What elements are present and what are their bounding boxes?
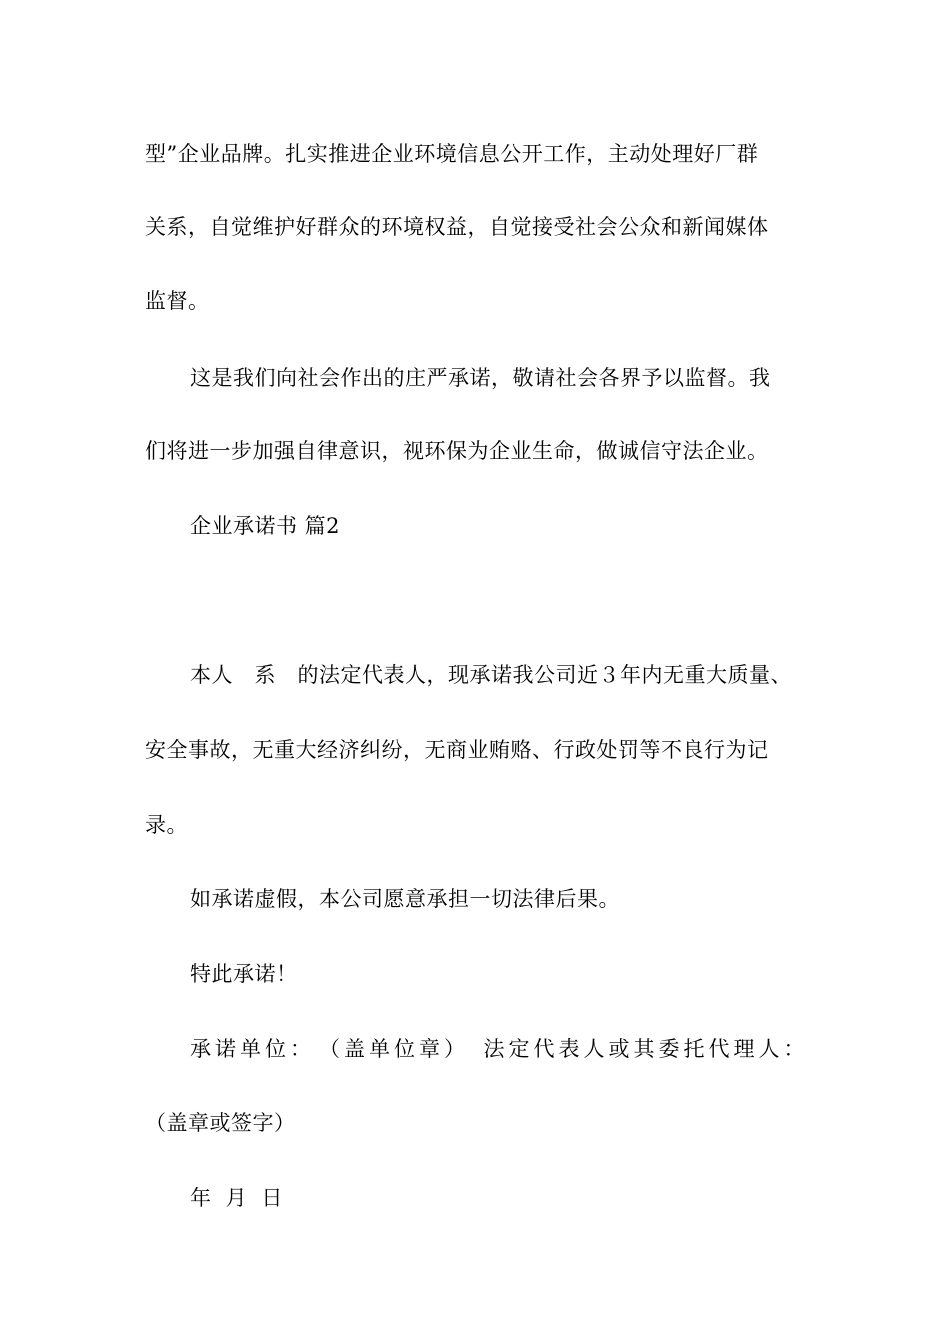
body-line: 录。: [145, 813, 188, 837]
signature-line: 承诺单位： （盖单位章） 法定代表人或其委托代理人：: [190, 1037, 809, 1061]
body-line: 安全事故，无重大经济纠纷，无商业贿赂、行政处罚等不良行为记: [145, 738, 769, 762]
date-line: 年 月 日: [190, 1186, 287, 1210]
body-line: 监督。: [145, 289, 210, 313]
body-line: 这是我们向社会作出的庄严承诺，敬请社会各界予以监督。我: [190, 366, 771, 390]
section-heading: 企业承诺书 篇2: [190, 514, 341, 538]
body-line: 本人 系 的法定代表人，现承诺我公司近３年内无重大质量、: [190, 663, 792, 687]
signature-note: （盖章或签字）: [145, 1111, 296, 1135]
body-line: 如承诺虚假，本公司愿意承担一切法律后果。: [190, 887, 620, 911]
body-line: 型”企业品牌。扎实推进企业环境信息公开工作，主动处理好厂群: [145, 142, 759, 166]
body-line: 关系，自觉维护好群众的环境权益，自觉接受社会公众和新闻媒体: [145, 215, 769, 239]
body-line: 们将进一步加强自律意识，视环保为企业生命，做诚信守法企业。: [145, 439, 769, 463]
body-line: 特此承诺！: [190, 962, 298, 986]
